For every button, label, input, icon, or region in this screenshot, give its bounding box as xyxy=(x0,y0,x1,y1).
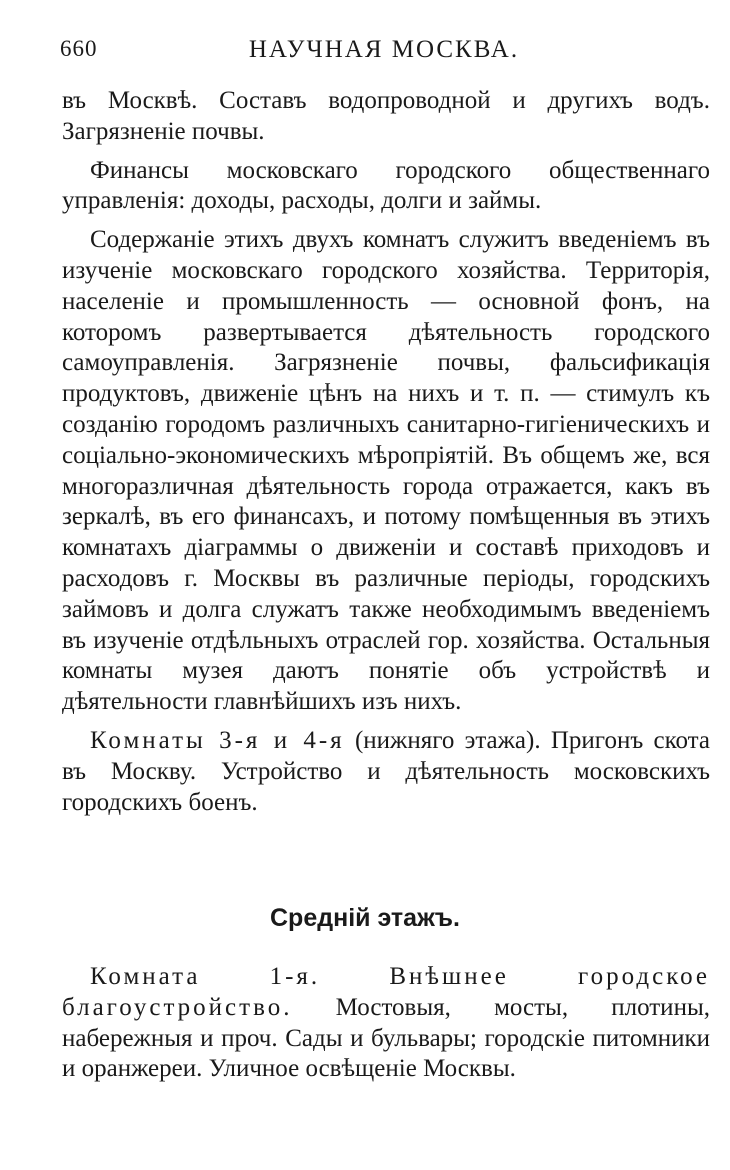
paragraph-text: въ Москвѣ. Составъ водопроводной и другихъ водъ. Загрязненіе почвы. xyxy=(62,87,710,145)
paragraph-text: Финансы московскаго городского общественнаго управленія: доходы, расходы, долги и займы. xyxy=(62,156,710,215)
paragraph-text: Содержаніе этихъ двухъ комнатъ служитъ введеніемъ въ изученіе московскаго городского хозяйства. Территорія, населеніе и промышленность — основной фонъ, на которомъ развертывается дѣятельность городского самоуправленія. Загрязненіе почвы, фальсификація продуктовъ, движеніе цѣнъ на нихъ и т. п. — стимулъ къ созданію городомъ различныхъ санитарно-гигіеническихъ и соціально-экономическихъ мѣропріятій. Въ общемъ же, вся многоразличная дѣятельность города отражается, какъ въ зеркалѣ, въ его финансахъ, и потому помѣщенныя въ этихъ комнатахъ діаграммы о движеніи и составѣ приходовъ и расходовъ г. Москвы въ различные періоды, городскихъ займовъ и долга служатъ также необходимымъ введеніемъ въ изученіе отдѣльныхъ отраслей гор. хозяйства. Остальныя комнаты музея даютъ понятіе объ устройствѣ и дѣятельности главнѣйшихъ изъ нихъ. xyxy=(62,226,710,716)
paragraph-text: Мостовыя, мосты, плотины, набережныя и проч. Сады и бульвары; городскіе питомники и оранжереи. Уличное освѣщеніе Москвы. xyxy=(62,993,710,1083)
paragraph-lead: Комната 1-я. Внѣшнее городское благоустройство. xyxy=(62,963,710,1021)
page-number: 660 xyxy=(60,36,98,61)
paragraph-text: (нижняго этажа). Пригонъ скота въ Москву. Устройство и дѣятельность московскихъ городскихъ боенъ. xyxy=(62,726,710,816)
paragraph-rooms-content xyxy=(62,225,710,718)
paragraph-continuation xyxy=(62,86,710,148)
paragraph-lead: Комнаты 3-я и 4-я xyxy=(90,726,345,754)
paragraph-finances xyxy=(62,156,710,218)
running-title: НАУЧНАЯ МОСКВА. xyxy=(248,36,520,63)
paragraph-rooms-3-4 xyxy=(62,726,710,818)
page-header xyxy=(60,36,708,76)
paragraph-room-1 xyxy=(62,962,710,1085)
section-text xyxy=(62,962,710,1085)
section-heading: Средній этажъ. xyxy=(270,904,460,932)
body-text xyxy=(62,86,710,818)
